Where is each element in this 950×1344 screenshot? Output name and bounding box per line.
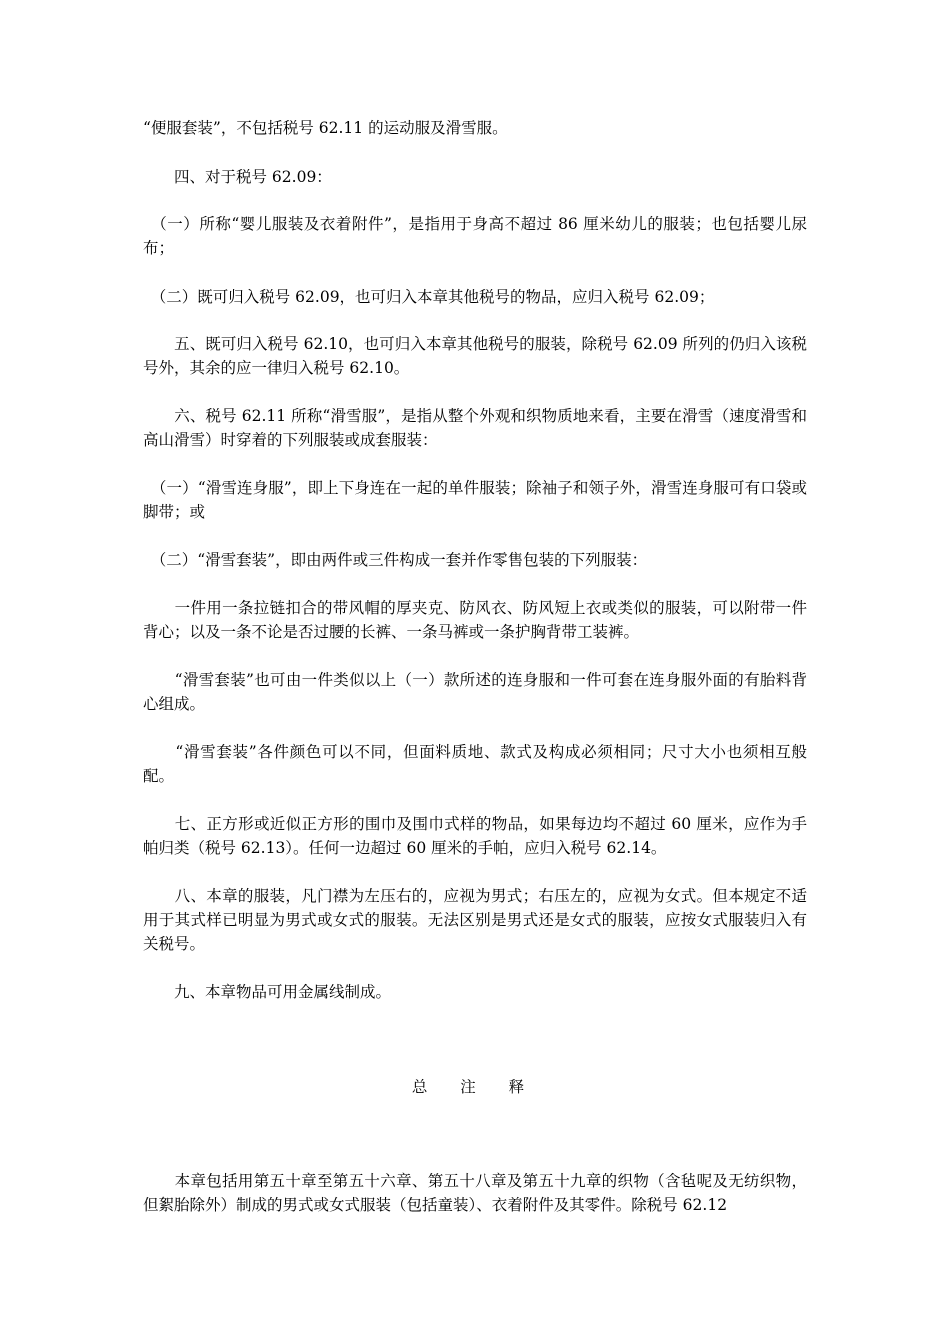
paragraph-section-nine: 九、本章物品可用金属线制成。 — [143, 983, 392, 1001]
paragraph-section-seven: 七、正方形或近似正方形的围巾及围巾式样的物品，如果每边均不超过 60 厘米，应作为手帕归类（税号 62.13）。任何一边超过 60 厘米的手帕，应归入税号 62.14。 — [143, 815, 807, 857]
paragraph-ski-suit-alternative: “滑雪套装”也可由一件类似以上（一）款所述的连身服和一件可套在连身服外面的有胎料背心组成。 — [143, 671, 807, 713]
section-heading: 总 注 释 — [411, 1078, 539, 1096]
paragraph-four-item-two: （二）既可归入税号 62.09，也可归入本章其他税号的物品，应归入税号 62.09； — [143, 288, 715, 306]
paragraph-general-notes-intro: 本章包括用第五十章至第五十六章、第五十八章及第五十九章的织物（含毡呢及无纺织物，但絮胎除外）制成的男式或女式服装（包括童装）、衣着附件及其零件。除税号 62.12 — [143, 1172, 807, 1214]
paragraph-ski-suit-components: 一件用一条拉链扣合的带风帽的厚夹克、防风衣、防风短上衣或类似的服装，可以附带一件背心；以及一条不论是否过腰的长裤、一条马裤或一条护胸背带工装裤。 — [143, 599, 807, 641]
paragraph-ski-suit-colors: “滑雪套装”各件颜色可以不同，但面料质地、款式及构成必须相同；尺寸大小也须相互般配。 — [143, 743, 807, 785]
paragraph-section-five: 五、既可归入税号 62.10，也可归入本章其他税号的服装，除税号 62.09 所列的仍归入该税号外，其余的应一律归入税号 62.10。 — [143, 335, 807, 377]
paragraph-six-item-one: （一）“滑雪连身服”，即上下身连在一起的单件服装；除袖子和领子外，滑雪连身服可有口袋或脚带；或 — [143, 479, 807, 521]
paragraph-casual-suit-note: “便服套装”，不包括税号 62.11 的运动服及滑雪服。 — [143, 119, 508, 137]
paragraph-section-eight: 八、本章的服装，凡门襟为左压右的，应视为男式；右压左的，应视为女式。但本规定不适用于其式样已明显为男式或女式的服装。无法区别是男式还是女式的服装，应按女式服装归入有关税号。 — [143, 887, 807, 953]
paragraph-section-four: 四、对于税号 62.09： — [143, 168, 332, 186]
paragraph-six-item-two: （二）“滑雪套装”，即由两件或三件构成一套并作零售包装的下列服装： — [143, 551, 648, 569]
paragraph-section-six: 六、税号 62.11 所称“滑雪服”，是指从整个外观和织物质地来看，主要在滑雪（速度滑雪和高山滑雪）时穿着的下列服装或成套服装： — [143, 407, 807, 449]
paragraph-four-item-one: （一）所称“婴儿服装及衣着附件”，是指用于身高不超过 86 厘米幼儿的服装；也包括婴儿尿布； — [143, 215, 807, 257]
